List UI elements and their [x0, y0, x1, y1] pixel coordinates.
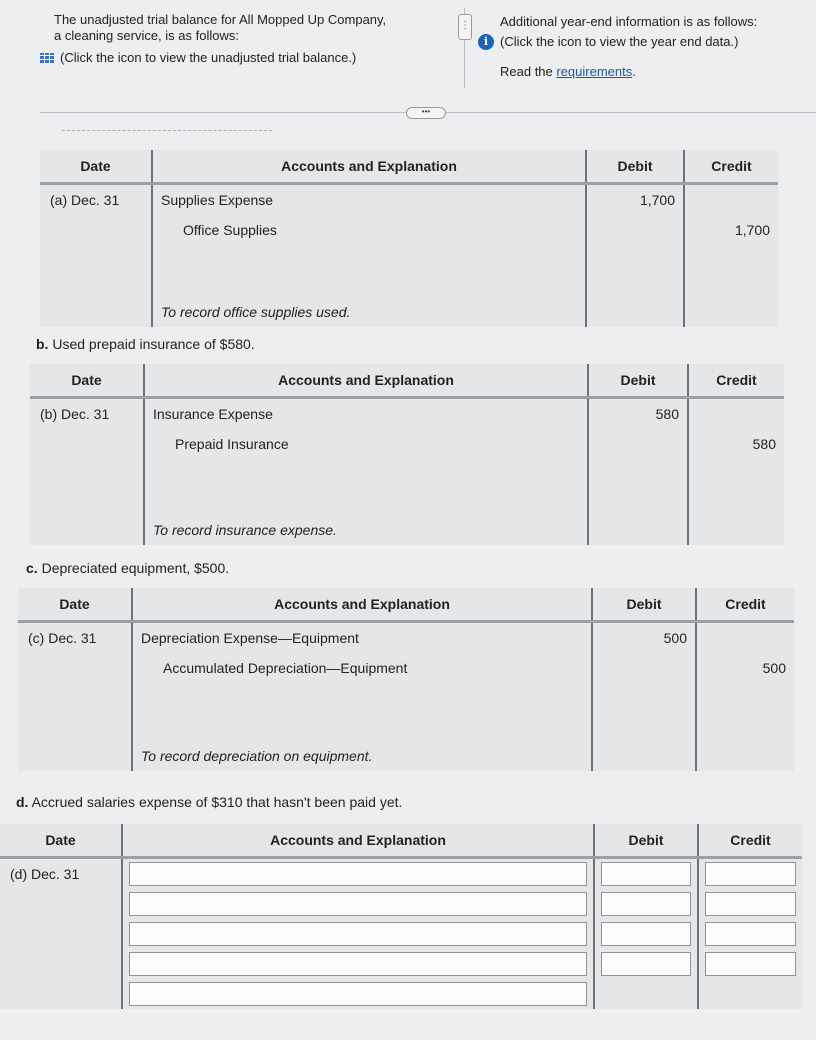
entry-explanation: To record office supplies used. [152, 297, 586, 327]
input-row [0, 858, 802, 890]
credit-amount: 580 [752, 436, 776, 452]
account-input-1[interactable] [129, 862, 587, 886]
section-c-text: Depreciated equipment, $500. [37, 560, 230, 576]
splitter-handle-icon[interactable]: ⋮ [458, 14, 472, 40]
entry-explanation: To record insurance expense. [144, 515, 588, 545]
problem-intro [0, 0, 816, 120]
credit-input-2[interactable] [705, 892, 796, 916]
journal-row [30, 429, 784, 459]
account-input-2[interactable] [129, 892, 587, 916]
col-header-debit: Debit [586, 150, 684, 184]
account-input-3[interactable] [129, 922, 587, 946]
additional-info-text: Additional year-end information is as follows: [500, 14, 758, 29]
col-header-credit: Credit [684, 150, 778, 184]
faint-pencil-mark [62, 130, 272, 131]
journal-entry-c [18, 588, 794, 771]
year-end-link-row[interactable] [478, 34, 810, 50]
intro-right-panel [483, 14, 810, 80]
debit-input-2[interactable] [601, 892, 691, 916]
journal-entry-d-form [0, 824, 802, 1009]
intro-line-2: a cleaning service, is as follows: [54, 28, 239, 43]
panel-splitter[interactable] [458, 8, 472, 88]
credit-account: Accumulated Depreciation—Equipment [132, 653, 592, 683]
read-prefix: Read the [500, 64, 557, 79]
entry-explanation: To record depreciation on equipment. [132, 741, 592, 771]
col-header-accounts: Accounts and Explanation [132, 588, 592, 622]
journal-row [40, 215, 778, 245]
journal-entry-a [40, 150, 778, 327]
section-b-label [36, 336, 255, 352]
debit-amount: 580 [588, 398, 688, 430]
debit-account: Insurance Expense [144, 398, 588, 430]
section-d-prefix: d. [16, 794, 29, 810]
explanation-input[interactable] [129, 982, 587, 1006]
entry-date: (d) Dec. 31 [0, 858, 122, 890]
intro-line-1: The unadjusted trial balance for All Mopped Up Company, [54, 12, 387, 27]
section-c-prefix: c. [26, 560, 38, 576]
read-suffix: . [632, 64, 636, 79]
info-icon[interactable]: i [478, 34, 494, 50]
credit-input-1[interactable] [705, 862, 796, 886]
debit-input-4[interactable] [601, 952, 691, 976]
journal-row [18, 741, 794, 771]
entry-date: (b) Dec. 31 [30, 398, 144, 430]
entry-date: (c) Dec. 31 [18, 622, 132, 654]
requirements-link[interactable]: requirements [556, 64, 633, 79]
debit-account: Depreciation Expense—Equipment [132, 622, 592, 654]
col-header-accounts: Accounts and Explanation [152, 150, 586, 184]
horizontal-splitter-handle-icon[interactable]: ••• [406, 107, 446, 119]
col-header-credit: Credit [688, 364, 784, 398]
section-d-text: Accrued salaries expense of $310 that hasn't been paid yet. [28, 794, 403, 810]
credit-amount: 1,700 [734, 222, 770, 238]
debit-input-3[interactable] [601, 922, 691, 946]
col-header-debit: Debit [588, 364, 688, 398]
journal-entry-b [30, 364, 784, 545]
col-header-accounts: Accounts and Explanation [144, 364, 588, 398]
col-header-date: Date [40, 150, 152, 184]
col-header-date: Date [0, 824, 122, 858]
col-header-credit: Credit [698, 824, 802, 858]
credit-input-4[interactable] [705, 952, 796, 976]
credit-amount: 500 [762, 660, 786, 676]
input-row [0, 949, 802, 979]
table-grid-icon[interactable] [40, 53, 54, 63]
col-header-debit: Debit [592, 588, 696, 622]
debit-amount: 500 [592, 622, 696, 654]
section-c-label [26, 560, 229, 576]
section-b-text: Used prepaid insurance of $580. [48, 336, 255, 352]
journal-row [30, 398, 784, 430]
debit-account: Supplies Expense [152, 184, 586, 216]
entry-date: (a) Dec. 31 [40, 184, 152, 216]
input-row [0, 919, 802, 949]
journal-row [40, 297, 778, 327]
col-header-date: Date [30, 364, 144, 398]
intro-left-panel [54, 12, 454, 66]
col-header-credit: Credit [696, 588, 794, 622]
year-end-link[interactable]: (Click the icon to view the year end data.) [500, 34, 739, 49]
trial-balance-link[interactable]: (Click the icon to view the unadjusted trial balance.) [60, 50, 357, 65]
col-header-date: Date [18, 588, 132, 622]
credit-account: Prepaid Insurance [144, 429, 588, 459]
trial-balance-link-row[interactable] [54, 50, 454, 66]
journal-row [40, 184, 778, 216]
account-input-4[interactable] [129, 952, 587, 976]
credit-input-3[interactable] [705, 922, 796, 946]
journal-row [18, 622, 794, 654]
debit-input-1[interactable] [601, 862, 691, 886]
section-b-prefix: b. [36, 336, 49, 352]
debit-amount: 1,700 [586, 184, 684, 216]
col-header-debit: Debit [594, 824, 698, 858]
read-requirements-row [500, 64, 810, 80]
journal-row [18, 653, 794, 683]
col-header-accounts: Accounts and Explanation [122, 824, 594, 858]
journal-row [30, 515, 784, 545]
section-d-label [16, 794, 402, 810]
input-row [0, 979, 802, 1009]
input-row [0, 889, 802, 919]
credit-account: Office Supplies [152, 215, 586, 245]
